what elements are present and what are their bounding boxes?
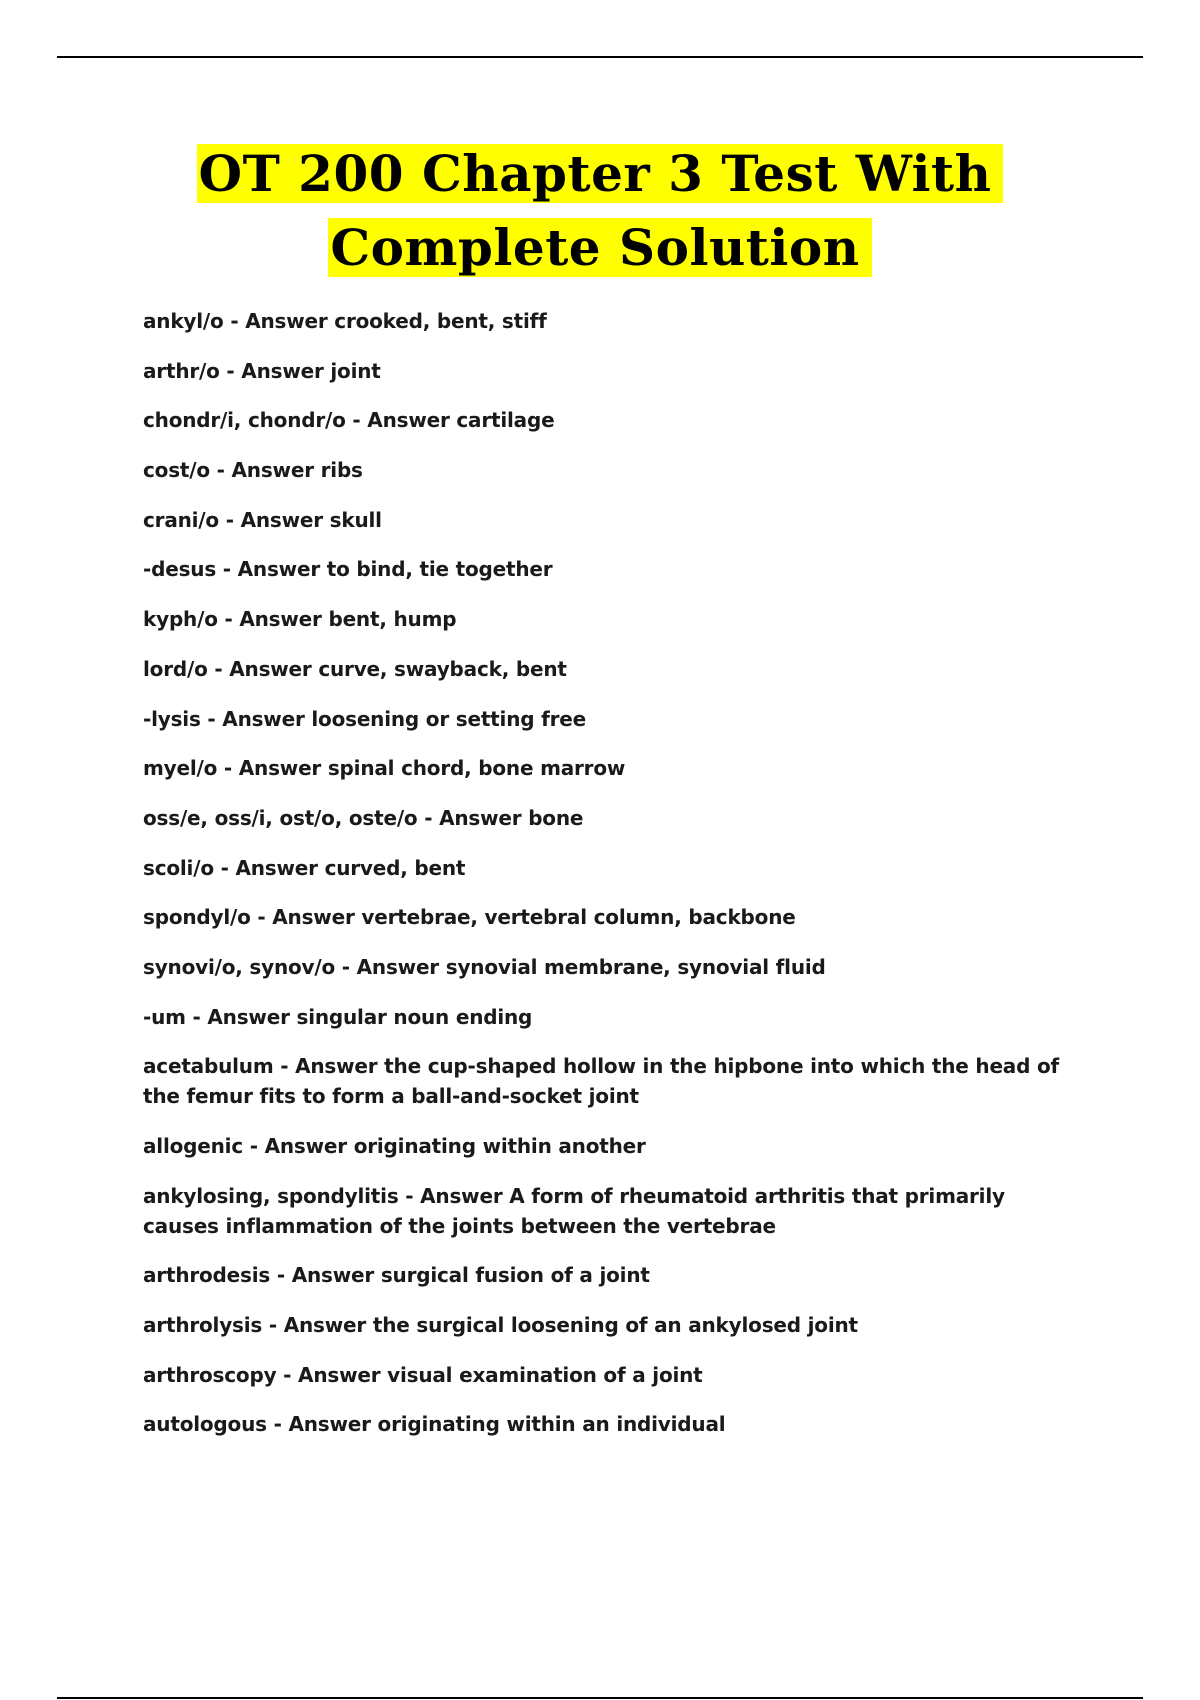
term-entry: ankyl/o - Answer crooked, bent, stiff [143,309,547,333]
document-title [0,141,1200,281]
top-rule [57,56,1143,58]
term-entry: kyph/o - Answer bent, hump [143,607,457,632]
term-entry: arthrolysis - Answer the surgical loosening of an ankylosed joint [143,1313,858,1338]
term-entry: ankylosing, spondylitis - Answer A form of rheumatoid arthritis that primarily causes inflammation of the joints between the vertebrae [143,1183,1005,1238]
term-entry: arthroscopy - Answer visual examination of a joint [143,1362,703,1387]
title-line-1 [197,141,1004,207]
term-entry: -desus - Answer to bind, tie together [143,557,553,582]
term-entry: -um - Answer singular noun ending [143,1004,533,1029]
term-entry: lord/o - Answer curve, swayback, bent [143,656,567,681]
term-entry: scoli/o - Answer curved, bent [143,855,466,880]
title-line-2-text: Complete Solution [328,218,871,277]
term-entry: autologous - Answer originating within an individual [143,1412,726,1437]
title-line-1-text: OT 200 Chapter 3 Test With [197,144,1004,203]
title-line-2 [328,215,871,281]
term-entry: allogenic - Answer originating within another [143,1134,646,1158]
term-list [143,306,1073,1459]
bottom-rule [57,1697,1143,1699]
term-entry: crani/o - Answer skull [143,507,382,532]
term-entry: spondyl/o - Answer vertebrae, vertebral column, backbone [143,905,796,930]
term-entry: oss/e, oss/i, ost/o, oste/o - Answer bone [143,805,584,830]
term-entry: arthrodesis - Answer surgical fusion of a joint [143,1263,650,1288]
term-entry: cost/o - Answer ribs [143,458,363,483]
term-entry: acetabulum - Answer the cup-shaped hollow in the hipbone into which the head of the femur fits to form a ball-and-socket joint [143,1054,1060,1109]
term-entry: chondr/i, chondr/o - Answer cartilage [143,408,555,433]
term-entry: -lysis - Answer loosening or setting free [143,706,587,731]
term-entry: synovi/o, synov/o - Answer synovial membrane, synovial fluid [143,954,826,979]
term-entry: arthr/o - Answer joint [143,358,381,383]
term-entry: myel/o - Answer spinal chord, bone marrow [143,756,626,781]
